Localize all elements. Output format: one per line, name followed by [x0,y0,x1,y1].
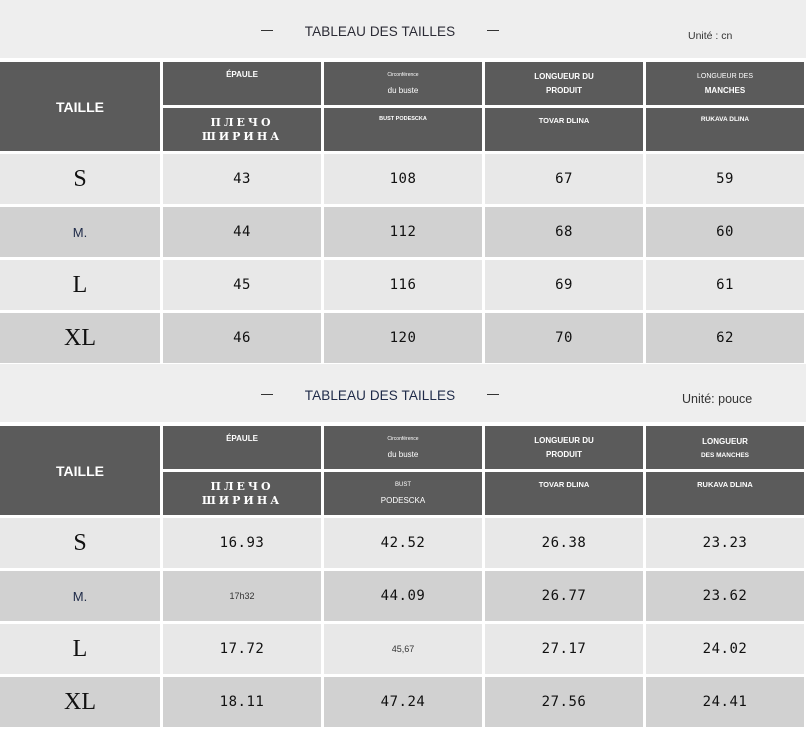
value-cell [485,624,643,674]
size-cell-s [0,518,160,568]
value-produit: 26.38 [541,535,587,551]
size-label: XL [64,324,96,351]
size-cell-xl [0,677,160,727]
value-buste: 116 [389,277,417,293]
value-buste: 44.09 [380,588,426,604]
value-produit: 68 [555,224,573,240]
value-buste: 42.52 [380,535,426,551]
header-manches-sub-label: RUKAVA DLINA [700,116,750,123]
header-epaule-label: ÉPAULE [226,70,258,79]
value-cell [163,260,321,310]
header-buste-sub-line2: PODESCKA [380,496,426,505]
value-cell [646,518,804,568]
value-produit: 69 [555,277,573,293]
value-epaule: 43 [233,171,251,187]
header-produit-sub [485,472,643,515]
value-cell [324,571,482,621]
value-cell [646,154,804,204]
unit-label: Unité : cn [688,30,733,42]
header-manches-line2: MANCHES [704,85,746,95]
header-buste [324,426,482,469]
value-cell [163,677,321,727]
value-cell [163,518,321,568]
value-cell [324,207,482,257]
header-buste-line2: du buste [387,450,419,459]
value-manches: 59 [716,171,734,187]
size-table-cm [0,0,806,364]
title-dash-right [487,30,499,31]
size-label: S [73,165,87,192]
value-buste: 108 [389,171,417,187]
value-cell [324,677,482,727]
value-cell [163,624,321,674]
value-manches: 62 [716,330,734,346]
header-taille-label: TAILLE [56,98,104,115]
value-produit: 27.17 [541,641,587,657]
size-cell-l [0,624,160,674]
value-cell [163,313,321,363]
value-produit: 70 [555,330,573,346]
value-cell [646,624,804,674]
header-epaule [163,62,321,105]
value-cell [324,260,482,310]
value-epaule: 46 [233,330,251,346]
header-longueur-produit [485,426,643,469]
value-manches: 23.23 [702,535,748,551]
size-label: XL [64,688,96,715]
header-manches-line2: DES MANCHES [700,451,750,459]
header-longueur-manches [646,426,804,469]
value-cell [163,207,321,257]
value-cell [485,571,643,621]
header-epaule-cyrillic [163,472,321,515]
size-label: M. [72,588,88,604]
header-buste-sub [324,472,482,515]
value-buste: 47.24 [380,694,426,710]
header-buste-sub-line1: BUST [394,482,411,488]
header-manches-sub [646,472,804,515]
title-dash-right [487,394,499,395]
value-buste: 112 [389,224,417,240]
header-taille [0,426,160,515]
value-cell [324,154,482,204]
value-manches: 24.02 [702,641,748,657]
header-buste-line2: du buste [387,86,419,95]
value-cell [646,571,804,621]
value-cell [646,207,804,257]
value-cell [163,571,321,621]
value-cell [324,518,482,568]
table-title: TABLEAU DES TAILLES [304,24,456,39]
value-epaule: 17h32 [229,591,255,601]
value-produit: 27.56 [541,694,587,710]
value-cell [324,624,482,674]
size-cell-l [0,260,160,310]
header-taille [0,62,160,151]
value-cell [163,154,321,204]
size-cell-m [0,571,160,621]
value-cell [646,677,804,727]
header-cyr-line2: ШИРИНА [201,129,283,143]
header-produit-line1: LONGUEUR DU [534,436,594,445]
value-manches: 24.41 [702,694,748,710]
unit-label: Unité: pouce [682,392,753,406]
header-produit-line2: PRODUIT [546,450,582,459]
value-cell [485,260,643,310]
value-epaule: 16.93 [219,535,265,551]
table-title-bar [0,0,806,58]
value-produit: 26.77 [541,588,587,604]
header-produit-line2: PRODUIT [546,86,582,95]
value-cell [485,154,643,204]
value-cell [485,207,643,257]
header-produit-sub-label: TOVAR DLINA [538,116,590,125]
header-epaule-cyrillic [163,108,321,151]
value-cell [485,677,643,727]
value-buste: 120 [389,330,417,346]
header-manches-line1: LONGUEUR [702,436,748,446]
header-longueur-produit [485,62,643,105]
size-label: L [72,271,88,298]
size-table-inches [0,364,806,729]
size-label: M. [72,224,88,240]
value-cell [646,313,804,363]
header-cyr-line1: ПЛЕЧО [210,479,274,493]
header-produit-sub [485,108,643,151]
value-manches: 23.62 [702,588,748,604]
header-manches-sub [646,108,804,151]
header-buste-line1: Circonférence [387,436,419,442]
header-taille-label: TAILLE [56,462,104,479]
size-label: L [72,635,88,662]
header-manches-line1: LONGUEUR DES [696,72,753,80]
value-manches: 60 [716,224,734,240]
table-title: TABLEAU DES TAILLES [304,388,456,403]
size-label: S [73,529,87,556]
value-epaule: 44 [233,224,251,240]
header-buste-sub [324,108,482,151]
header-cyr-line2: ШИРИНА [201,493,283,507]
value-cell [324,313,482,363]
header-epaule-label: ÉPAULE [226,434,258,443]
value-epaule: 45 [233,277,251,293]
value-epaule: 18.11 [219,694,265,710]
value-produit: 67 [555,171,573,187]
size-cell-m [0,207,160,257]
header-longueur-manches [646,62,804,105]
size-cell-xl [0,313,160,363]
value-manches: 61 [716,277,734,293]
header-buste-sub-label: BUST PODESCKA [379,116,427,122]
header-epaule [163,426,321,469]
value-cell [485,518,643,568]
value-epaule: 17.72 [219,641,265,657]
value-cell [646,260,804,310]
header-produit-sub-label: TOVAR DLINA [538,480,590,489]
header-produit-line1: LONGUEUR DU [534,72,594,81]
header-buste-line1: Circonférence [387,72,419,78]
header-buste [324,62,482,105]
header-cyr-line1: ПЛЕЧО [210,115,274,129]
value-buste: 45,67 [391,644,415,654]
table-title-bar [0,364,806,422]
header-manches-sub-label: RUKAVA DLINA [697,480,753,489]
value-cell [485,313,643,363]
size-cell-s [0,154,160,204]
